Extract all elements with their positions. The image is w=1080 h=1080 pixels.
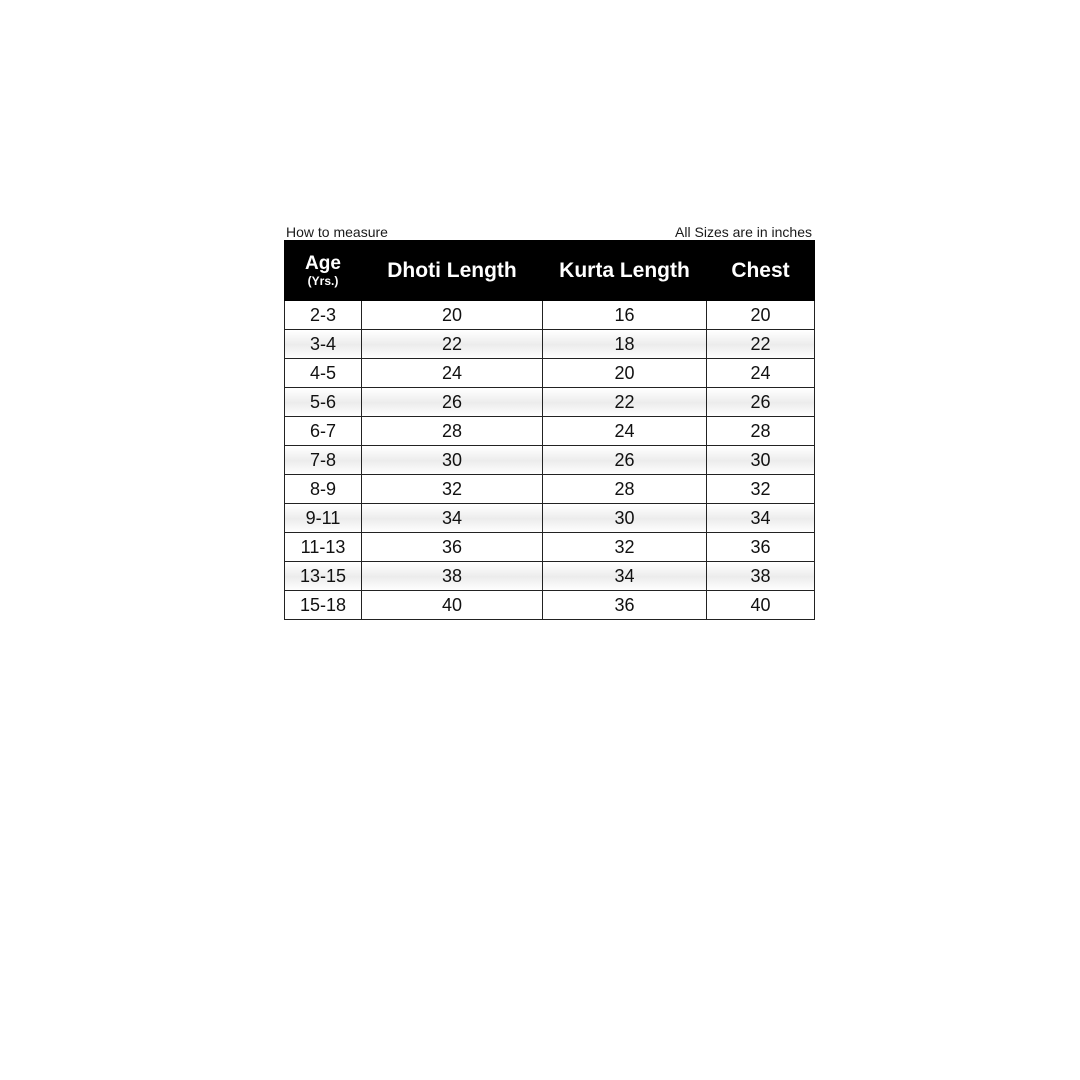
caption-row [284, 218, 814, 240]
cell-dhoti-length: 34 [362, 504, 543, 533]
cell-dhoti-length: 22 [362, 330, 543, 359]
cell-kurta-length: 24 [543, 417, 707, 446]
cell-chest: 34 [707, 504, 815, 533]
table-body [285, 301, 815, 620]
cell-dhoti-length: 36 [362, 533, 543, 562]
header-chest: Chest [707, 241, 815, 301]
cell-chest: 28 [707, 417, 815, 446]
header-age [285, 241, 362, 301]
cell-dhoti-length: 40 [362, 591, 543, 620]
cell-kurta-length: 26 [543, 446, 707, 475]
cell-chest: 40 [707, 591, 815, 620]
cell-chest: 26 [707, 388, 815, 417]
cell-kurta-length: 28 [543, 475, 707, 504]
cell-kurta-length: 16 [543, 301, 707, 330]
units-note: All Sizes are in inches [675, 224, 812, 240]
header-row [285, 241, 815, 301]
cell-kurta-length: 30 [543, 504, 707, 533]
header-kurta-length: Kurta Length [543, 241, 707, 301]
header-age-unit: (Yrs.) [307, 274, 339, 288]
cell-dhoti-length: 32 [362, 475, 543, 504]
cell-kurta-length: 36 [543, 591, 707, 620]
cell-chest: 30 [707, 446, 815, 475]
cell-kurta-length: 20 [543, 359, 707, 388]
cell-dhoti-length: 38 [362, 562, 543, 591]
cell-dhoti-length: 26 [362, 388, 543, 417]
cell-chest: 36 [707, 533, 815, 562]
cell-dhoti-length: 24 [362, 359, 543, 388]
table-row [285, 475, 815, 504]
cell-age: 7-8 [285, 446, 362, 475]
cell-dhoti-length: 28 [362, 417, 543, 446]
table-row [285, 591, 815, 620]
cell-age: 4-5 [285, 359, 362, 388]
cell-age: 11-13 [285, 533, 362, 562]
cell-chest: 22 [707, 330, 815, 359]
cell-kurta-length: 34 [543, 562, 707, 591]
cell-chest: 32 [707, 475, 815, 504]
cell-age: 8-9 [285, 475, 362, 504]
cell-kurta-length: 32 [543, 533, 707, 562]
cell-kurta-length: 18 [543, 330, 707, 359]
table-header [285, 241, 815, 301]
table-row [285, 301, 815, 330]
table-row [285, 388, 815, 417]
table-row [285, 562, 815, 591]
cell-age: 3-4 [285, 330, 362, 359]
header-age-label: Age [305, 253, 341, 274]
cell-chest: 20 [707, 301, 815, 330]
how-to-measure-label: How to measure [286, 224, 388, 240]
header-dhoti-length: Dhoti Length [362, 241, 543, 301]
cell-kurta-length: 22 [543, 388, 707, 417]
cell-dhoti-length: 30 [362, 446, 543, 475]
table-row [285, 504, 815, 533]
size-table [284, 240, 815, 620]
table-row [285, 359, 815, 388]
cell-chest: 38 [707, 562, 815, 591]
cell-chest: 24 [707, 359, 815, 388]
size-chart [284, 218, 814, 620]
cell-age: 9-11 [285, 504, 362, 533]
cell-age: 15-18 [285, 591, 362, 620]
cell-age: 13-15 [285, 562, 362, 591]
table-row [285, 446, 815, 475]
cell-age: 6-7 [285, 417, 362, 446]
table-row [285, 330, 815, 359]
table-row [285, 533, 815, 562]
cell-age: 2-3 [285, 301, 362, 330]
cell-age: 5-6 [285, 388, 362, 417]
cell-dhoti-length: 20 [362, 301, 543, 330]
table-row [285, 417, 815, 446]
